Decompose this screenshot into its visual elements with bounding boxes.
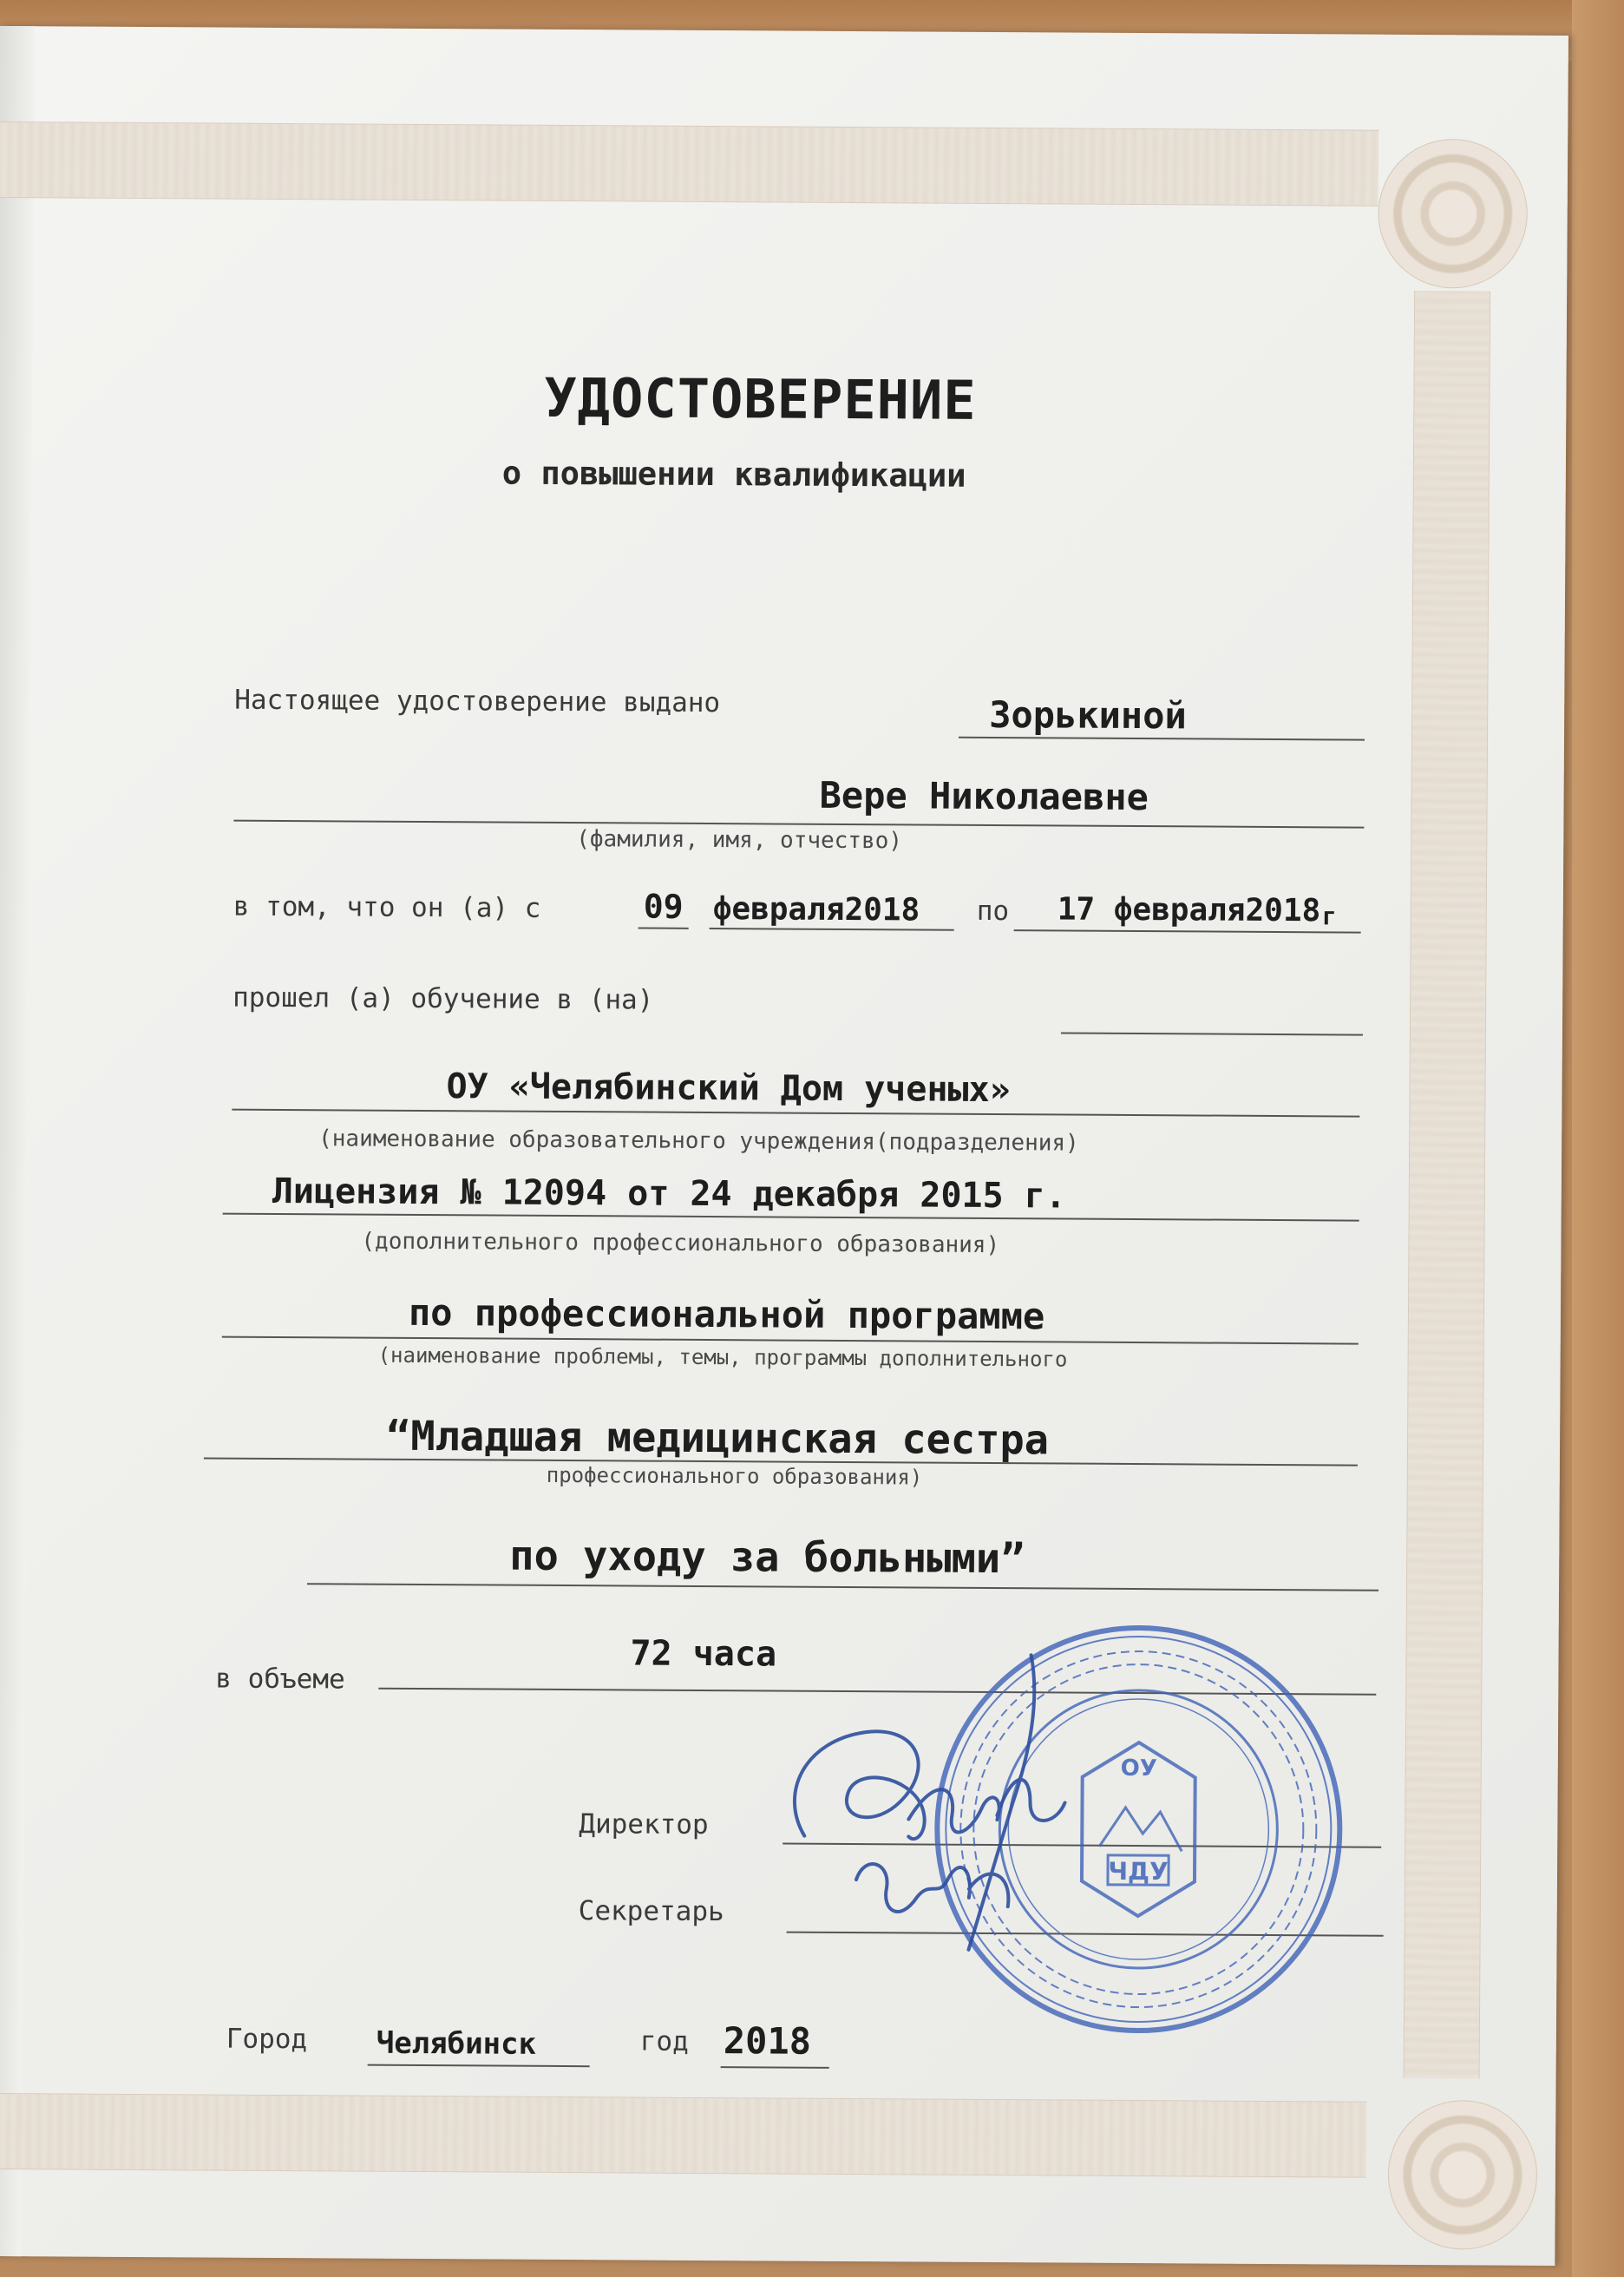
rosette-ornament-bottom [1387, 2100, 1537, 2250]
director-label: Директор [579, 1808, 709, 1841]
period-end: 17 февраля2018 [1057, 891, 1321, 929]
name-hint: (фамилия, имя, отчество) [576, 826, 903, 855]
year-line [721, 2066, 829, 2069]
paper-fold-edge [0, 26, 35, 2256]
year-value: 2018 [723, 2019, 812, 2063]
document-subtitle: о повышении квалификации [501, 454, 966, 495]
city-label: Город [226, 2023, 308, 2056]
volume-label: в объеме [215, 1663, 345, 1696]
city-value: Челябинск [376, 2025, 537, 2062]
decorative-border-bottom [0, 2093, 1366, 2178]
program-line-3-rule [307, 1583, 1378, 1591]
city-line [368, 2064, 590, 2068]
year-label: год [639, 2025, 689, 2057]
license-value: Лицензия № 12094 от 24 декабря 2015 г. [272, 1171, 1067, 1217]
handwritten-signatures [769, 1618, 1153, 2011]
program-line-2: “Младшая медицинская сестра [385, 1412, 1050, 1465]
program-hint-2: профессионального образования) [546, 1462, 923, 1490]
name-value: Вере Николаевне [819, 773, 1149, 819]
wood-background-right [1572, 0, 1624, 2277]
period-start-day-line [638, 928, 689, 929]
license-hint: (дополнительного профессионального образования) [361, 1228, 1000, 1259]
decorative-border-top [0, 121, 1378, 207]
institution-hint: (наименование образовательного учреждения(подразделения) [318, 1125, 1079, 1157]
program-hint-1: (наименование проблемы, темы, программы дополнительного [377, 1342, 1068, 1372]
period-start-day: 09 [643, 887, 684, 926]
period-end-line [1014, 929, 1361, 933]
training-line [1061, 1032, 1363, 1035]
stamp-top-text: ОУ [1120, 1755, 1157, 1782]
certificate-page [0, 26, 1568, 2266]
period-start-line [710, 928, 954, 931]
institution-name: ОУ «Челябинский Дом ученых» [446, 1066, 1011, 1111]
surname-value: Зорькиной [989, 692, 1187, 738]
period-start-month-year: февраля2018 [712, 891, 920, 929]
period-year-suffix: г [1321, 902, 1337, 931]
training-label: прошел (а) обучение в (на) [232, 981, 654, 1016]
secretary-label: Секретарь [578, 1895, 724, 1928]
institution-line [232, 1109, 1359, 1118]
program-line-1: по профессиональной программе [408, 1290, 1045, 1338]
rosette-ornament-top [1378, 139, 1528, 289]
program-line-3: по уходу за больными” [509, 1532, 1025, 1584]
decorative-border-right [1404, 291, 1491, 2078]
stamp-center-text: ЧДУ [1108, 1856, 1169, 1887]
document-title: УДОСТОВЕРЕНИЕ [544, 365, 977, 432]
surname-line [959, 737, 1365, 741]
volume-value: 72 часа [630, 1633, 777, 1675]
period-to-label: по [976, 895, 1010, 928]
issued-label: Настоящее удостоверение выдано [234, 684, 721, 719]
period-label: в том, что он (а) с [232, 890, 541, 924]
